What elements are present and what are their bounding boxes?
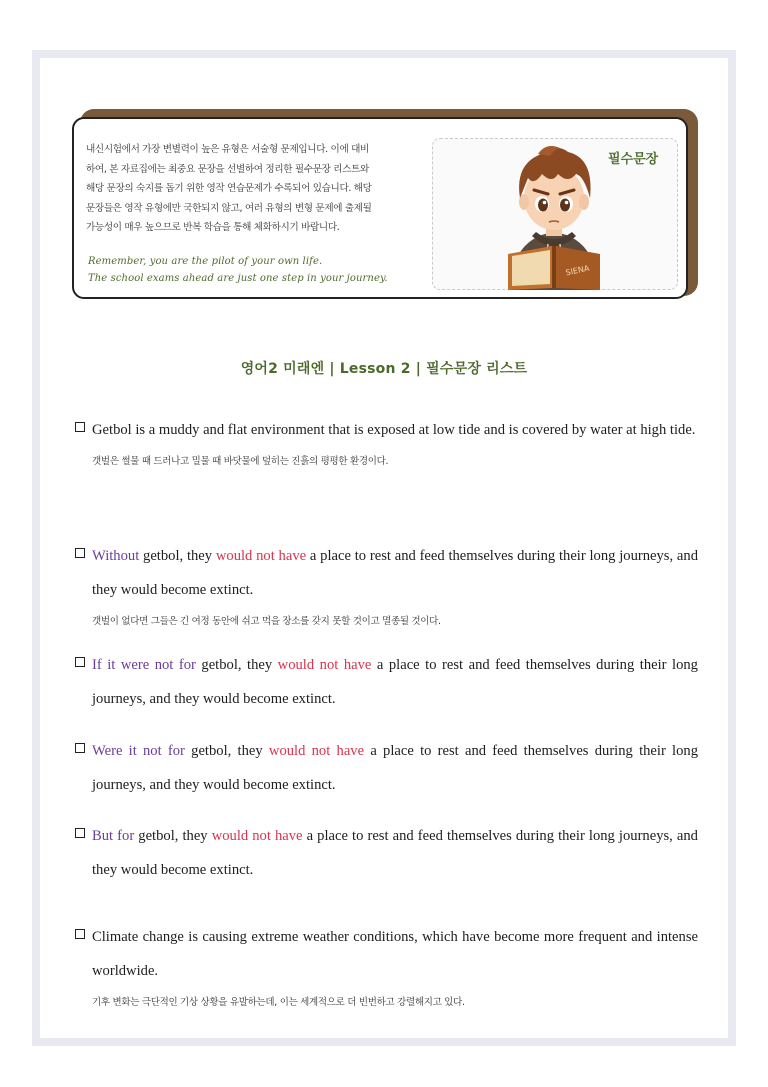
book-label: SIENA — [564, 263, 591, 278]
key-expression: If it were not for — [92, 657, 196, 673]
intro-line: 문장들은 영작 유형에만 국한되지 않고, 여러 유형의 변형 문제에 출제될 — [86, 202, 372, 214]
sentence-item — [72, 413, 698, 467]
sentence-fragment: a place to rest and feed themselves during their long journeys, and they would become extinct. — [92, 548, 698, 598]
key-verb-phrase: would not have — [277, 657, 372, 673]
motto-line: The school exams ahead are just one step in your journey. — [88, 273, 388, 284]
checkbox-icon[interactable] — [75, 828, 85, 838]
intro-line: 해당 문장의 숙지를 돕기 위한 영작 연습문제가 수록되어 있습니다. 해당 — [86, 183, 372, 195]
sentence-text — [92, 920, 698, 988]
intro-line: 가능성이 매우 높으므로 반복 학습을 통해 체화하시기 바랍니다. — [86, 222, 340, 234]
sentence-item — [72, 539, 698, 627]
key-verb-phrase: would not have — [211, 828, 303, 844]
sentence-translation: 갯벌은 썰물 때 드러나고 밀물 때 바닷물에 덮히는 진흙의 평평한 환경이다. — [92, 456, 389, 467]
intro-line: 하여, 본 자료집에는 최중요 문장을 선별하여 정리한 필수문장 리스트와 — [86, 163, 369, 175]
sentence-text — [92, 413, 698, 447]
motto — [88, 253, 428, 287]
boy-reading-illustration — [498, 140, 610, 290]
sentence-fragment: getbol, they — [139, 548, 216, 564]
sentence-fragment: a place to rest and feed themselves during their long journeys, and they would become extinct. — [92, 657, 698, 707]
key-verb-phrase: would not have — [215, 548, 307, 564]
sentence-fragment: getbol, they — [195, 657, 278, 673]
motto-line: Remember, you are the pilot of your own life. — [88, 256, 323, 267]
sentence-fragment: getbol, they — [184, 743, 269, 759]
checkbox-icon[interactable] — [75, 422, 85, 432]
sentence-text — [92, 539, 698, 607]
sentence-fragment: a place to rest and feed themselves during their long journeys, and they would become extinct. — [92, 828, 698, 878]
sentence-item — [72, 734, 698, 802]
key-verb-phrase: would not have — [268, 743, 365, 759]
sentence-item — [72, 819, 698, 887]
intro-line: 내신시험에서 가장 변별력이 높은 유형은 서술형 문제입니다. 이에 대비 — [86, 144, 369, 155]
sentence-text — [92, 648, 698, 716]
sentence-item — [72, 648, 698, 716]
sentence-fragment: a place to rest and feed themselves during their long journeys, and they would become extinct. — [92, 743, 698, 793]
sentence-text — [92, 819, 698, 887]
checkbox-icon[interactable] — [75, 548, 85, 558]
sentence-translation: 기후 변화는 극단적인 기상 상황을 유발하는데, 이는 세계적으로 더 빈번하고 강렬해지고 있다. — [92, 997, 465, 1008]
sentence-fragment: Getbol is a muddy and flat environment that is exposed at low tide and is covered by water at high tide. — [92, 422, 696, 438]
document-title: 영어2 미래엔 | Lesson 2 | 필수문장 리스트 — [240, 361, 528, 377]
key-expression: Were it not for — [92, 743, 185, 759]
sentence-translation: 갯벌이 없다면 그들은 긴 여정 동안에 쉬고 먹을 장소를 갖지 못할 것이고 멸종될 것이다. — [92, 616, 441, 627]
checkbox-icon[interactable] — [75, 929, 85, 939]
illustration-label: 필수문장 — [608, 152, 659, 167]
sentence-fragment: getbol, they — [134, 828, 212, 844]
sentence-fragment: Climate change is causing extreme weather conditions, which have become more frequent and intense worldwide. — [92, 929, 698, 979]
key-expression: Without — [92, 548, 140, 564]
checkbox-icon[interactable] — [75, 657, 85, 667]
intro-paragraph — [86, 140, 420, 238]
sentence-text — [92, 734, 698, 802]
key-expression: But for — [92, 828, 135, 844]
checkbox-icon[interactable] — [75, 743, 85, 753]
sentence-item — [72, 920, 698, 1008]
